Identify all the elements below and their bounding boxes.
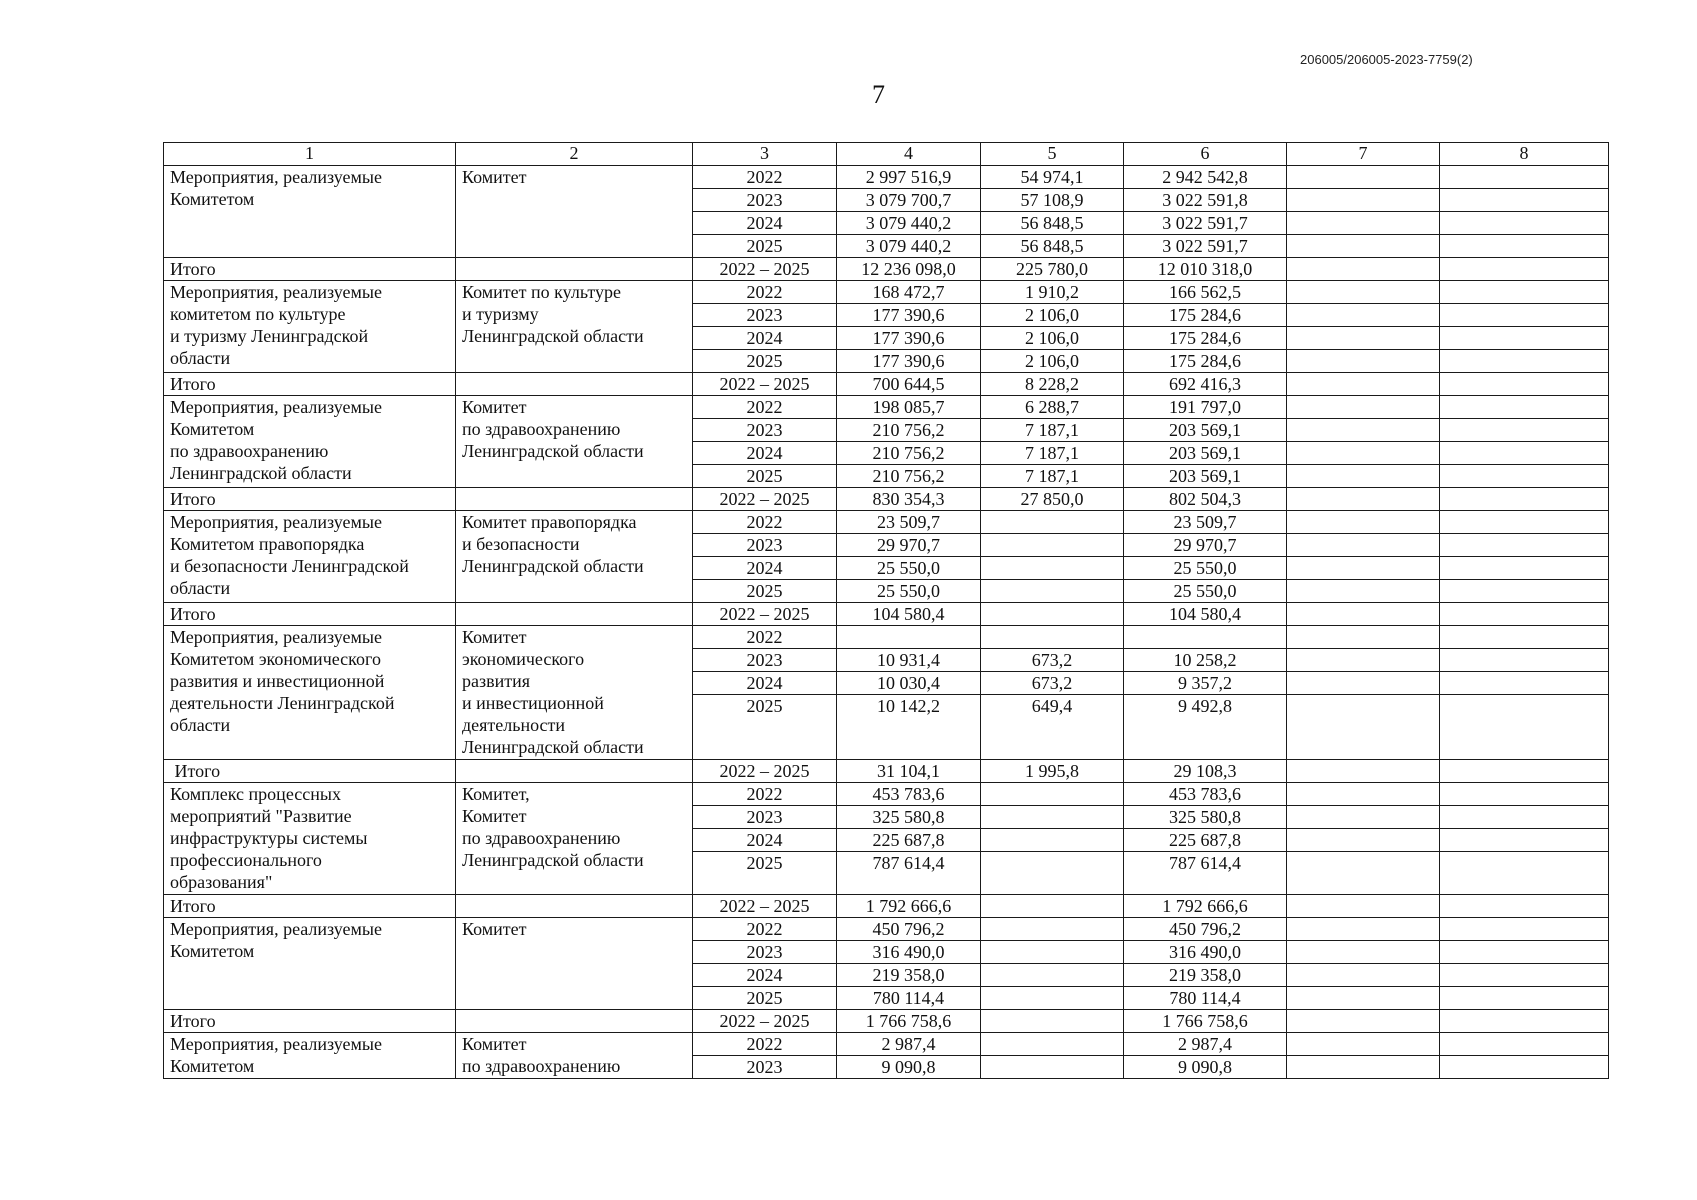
total-regional-cell: 802 504,3 <box>1124 488 1287 511</box>
total-years-cell: 2022 – 2025 <box>693 603 837 626</box>
total-row <box>164 895 1609 918</box>
total-row <box>164 760 1609 783</box>
col7-cell <box>1287 1056 1440 1079</box>
col7-cell <box>1287 1010 1440 1033</box>
col8-cell <box>1440 806 1609 829</box>
federal-amount-cell: 54 974,1 <box>981 166 1124 189</box>
col8-cell <box>1440 580 1609 603</box>
executor-cell <box>456 281 693 373</box>
total-amount-cell: 23 509,7 <box>837 511 981 534</box>
federal-amount-cell <box>981 806 1124 829</box>
total-amount-cell: 198 085,7 <box>837 396 981 419</box>
year-cell: 2022 <box>693 783 837 806</box>
total-amount-cell: 3 079 700,7 <box>837 189 981 212</box>
total-federal-cell: 225 780,0 <box>981 258 1124 281</box>
total-amount-cell: 10 931,4 <box>837 649 981 672</box>
federal-amount-cell: 56 848,5 <box>981 235 1124 258</box>
federal-amount-cell: 1 910,2 <box>981 281 1124 304</box>
col8-cell <box>1440 760 1609 783</box>
total-federal-cell: 1 995,8 <box>981 760 1124 783</box>
column-header: 7 <box>1287 143 1440 166</box>
col7-cell <box>1287 212 1440 235</box>
federal-amount-cell: 56 848,5 <box>981 212 1124 235</box>
col8-cell <box>1440 258 1609 281</box>
total-amount-cell: 787 614,4 <box>837 852 981 895</box>
col8-cell <box>1440 783 1609 806</box>
regional-amount-cell: 453 783,6 <box>1124 783 1287 806</box>
regional-amount-cell: 9 357,2 <box>1124 672 1287 695</box>
regional-amount-cell: 25 550,0 <box>1124 580 1287 603</box>
measure-name: Комплекс процессных мероприятий "Развитие инфраструктуры системы профессионального образования" <box>170 784 368 892</box>
year-cell: 2023 <box>693 806 837 829</box>
year-cell: 2025 <box>693 987 837 1010</box>
document-id: 206005/206005-2023-7759(2) <box>1300 52 1473 67</box>
col7-cell <box>1287 442 1440 465</box>
column-header: 5 <box>981 143 1124 166</box>
column-header: 1 <box>164 143 456 166</box>
federal-amount-cell: 649,4 <box>981 695 1124 760</box>
year-cell: 2025 <box>693 580 837 603</box>
total-federal-cell <box>981 1010 1124 1033</box>
col8-cell <box>1440 488 1609 511</box>
measure-name: Мероприятия, реализуемые Комитетом <box>170 1034 383 1076</box>
regional-amount-cell: 219 358,0 <box>1124 964 1287 987</box>
total-executor-cell <box>456 488 693 511</box>
table-row <box>164 918 1609 941</box>
total-amount-cell: 3 079 440,2 <box>837 212 981 235</box>
total-amount-cell: 3 079 440,2 <box>837 235 981 258</box>
federal-amount-cell <box>981 964 1124 987</box>
measure-name-cell <box>164 1033 456 1079</box>
federal-amount-cell: 2 106,0 <box>981 304 1124 327</box>
total-regional-cell: 29 108,3 <box>1124 760 1287 783</box>
regional-amount-cell: 175 284,6 <box>1124 304 1287 327</box>
total-label: Итого <box>164 895 456 918</box>
total-amount-cell: 177 390,6 <box>837 327 981 350</box>
year-cell: 2022 <box>693 1033 837 1056</box>
executor-cell <box>456 166 693 258</box>
federal-amount-cell: 7 187,1 <box>981 442 1124 465</box>
table-row <box>164 1033 1609 1056</box>
measure-name: Мероприятия, реализуемые комитетом по культуре и туризму Ленинградской области <box>170 282 383 368</box>
year-cell: 2022 <box>693 281 837 304</box>
col7-cell <box>1287 672 1440 695</box>
measure-name-cell <box>164 626 456 760</box>
regional-amount-cell: 175 284,6 <box>1124 350 1287 373</box>
table-row <box>164 281 1609 304</box>
col7-cell <box>1287 235 1440 258</box>
total-amount-cell <box>837 626 981 649</box>
federal-amount-cell: 7 187,1 <box>981 465 1124 488</box>
year-cell: 2022 <box>693 918 837 941</box>
federal-amount-cell <box>981 580 1124 603</box>
col7-cell <box>1287 603 1440 626</box>
col8-cell <box>1440 235 1609 258</box>
federal-amount-cell <box>981 557 1124 580</box>
total-amount-cell: 700 644,5 <box>837 373 981 396</box>
year-cell: 2022 <box>693 396 837 419</box>
page-number: 7 <box>872 80 885 109</box>
total-amount-cell: 31 104,1 <box>837 760 981 783</box>
total-federal-cell <box>981 603 1124 626</box>
column-header: 3 <box>693 143 837 166</box>
col7-cell <box>1287 964 1440 987</box>
col8-cell <box>1440 442 1609 465</box>
regional-amount-cell: 316 490,0 <box>1124 941 1287 964</box>
col8-cell <box>1440 350 1609 373</box>
col8-cell <box>1440 281 1609 304</box>
total-regional-cell: 12 010 318,0 <box>1124 258 1287 281</box>
col7-cell <box>1287 281 1440 304</box>
total-row <box>164 488 1609 511</box>
col7-cell <box>1287 557 1440 580</box>
executor-name: Комитет экономического развития и инвестиционной деятельности Ленинградской области <box>462 627 644 757</box>
regional-amount-cell: 166 562,5 <box>1124 281 1287 304</box>
federal-amount-cell <box>981 918 1124 941</box>
year-cell: 2023 <box>693 1056 837 1079</box>
federal-amount-cell <box>981 1033 1124 1056</box>
executor-name: Комитет правопорядка и безопасности Ленинградской области <box>462 512 644 576</box>
col7-cell <box>1287 580 1440 603</box>
executor-name: Комитет <box>462 167 527 187</box>
col8-cell <box>1440 465 1609 488</box>
col8-cell <box>1440 695 1609 760</box>
regional-amount-cell: 3 022 591,7 <box>1124 212 1287 235</box>
col8-cell <box>1440 987 1609 1010</box>
col7-cell <box>1287 396 1440 419</box>
measure-name: Мероприятия, реализуемые Комитетом экономического развития и инвестиционной деятельности Ленинградской области <box>170 627 395 735</box>
total-years-cell: 2022 – 2025 <box>693 895 837 918</box>
col8-cell <box>1440 511 1609 534</box>
federal-amount-cell <box>981 783 1124 806</box>
year-cell: 2025 <box>693 235 837 258</box>
table-row <box>164 511 1609 534</box>
col7-cell <box>1287 511 1440 534</box>
total-amount-cell: 29 970,7 <box>837 534 981 557</box>
total-row <box>164 603 1609 626</box>
regional-amount-cell: 3 022 591,8 <box>1124 189 1287 212</box>
regional-amount-cell <box>1124 626 1287 649</box>
year-cell: 2022 <box>693 626 837 649</box>
year-cell: 2024 <box>693 442 837 465</box>
col8-cell <box>1440 918 1609 941</box>
federal-amount-cell: 6 288,7 <box>981 396 1124 419</box>
total-amount-cell: 177 390,6 <box>837 304 981 327</box>
total-amount-cell: 219 358,0 <box>837 964 981 987</box>
total-years-cell: 2022 – 2025 <box>693 373 837 396</box>
year-cell: 2023 <box>693 189 837 212</box>
col7-cell <box>1287 987 1440 1010</box>
total-years-cell: 2022 – 2025 <box>693 1010 837 1033</box>
executor-cell <box>456 783 693 895</box>
col7-cell <box>1287 534 1440 557</box>
year-cell: 2023 <box>693 534 837 557</box>
total-amount-cell: 450 796,2 <box>837 918 981 941</box>
col7-cell <box>1287 465 1440 488</box>
col8-cell <box>1440 852 1609 895</box>
table-row <box>164 626 1609 649</box>
federal-amount-cell <box>981 987 1124 1010</box>
column-header: 6 <box>1124 143 1287 166</box>
year-cell: 2023 <box>693 649 837 672</box>
year-cell: 2024 <box>693 327 837 350</box>
year-cell: 2024 <box>693 557 837 580</box>
total-regional-cell: 692 416,3 <box>1124 373 1287 396</box>
executor-name: Комитет по здравоохранению <box>462 1034 621 1076</box>
executor-cell <box>456 918 693 1010</box>
col7-cell <box>1287 918 1440 941</box>
total-amount-cell: 25 550,0 <box>837 580 981 603</box>
total-years-cell: 2022 – 2025 <box>693 258 837 281</box>
regional-amount-cell: 10 258,2 <box>1124 649 1287 672</box>
col7-cell <box>1287 760 1440 783</box>
total-executor-cell <box>456 895 693 918</box>
year-cell: 2025 <box>693 350 837 373</box>
executor-cell <box>456 511 693 603</box>
col7-cell <box>1287 189 1440 212</box>
year-cell: 2024 <box>693 964 837 987</box>
col7-cell <box>1287 783 1440 806</box>
col8-cell <box>1440 603 1609 626</box>
federal-amount-cell: 2 106,0 <box>981 327 1124 350</box>
executor-cell <box>456 396 693 488</box>
year-cell: 2024 <box>693 212 837 235</box>
measure-name-cell <box>164 783 456 895</box>
regional-amount-cell: 780 114,4 <box>1124 987 1287 1010</box>
total-amount-cell: 10 142,2 <box>837 695 981 760</box>
total-regional-cell: 104 580,4 <box>1124 603 1287 626</box>
col8-cell <box>1440 557 1609 580</box>
col8-cell <box>1440 189 1609 212</box>
total-amount-cell: 9 090,8 <box>837 1056 981 1079</box>
col8-cell <box>1440 941 1609 964</box>
regional-amount-cell: 191 797,0 <box>1124 396 1287 419</box>
regional-amount-cell: 203 569,1 <box>1124 419 1287 442</box>
regional-amount-cell: 29 970,7 <box>1124 534 1287 557</box>
col7-cell <box>1287 895 1440 918</box>
measure-name: Мероприятия, реализуемые Комитетом правопорядка и безопасности Ленинградской области <box>170 512 409 598</box>
total-label: Итого <box>164 1010 456 1033</box>
col8-cell <box>1440 829 1609 852</box>
col7-cell <box>1287 1033 1440 1056</box>
col7-cell <box>1287 258 1440 281</box>
col7-cell <box>1287 350 1440 373</box>
federal-amount-cell <box>981 626 1124 649</box>
col8-cell <box>1440 212 1609 235</box>
col8-cell <box>1440 327 1609 350</box>
total-label: Итого <box>164 373 456 396</box>
total-amount-cell: 177 390,6 <box>837 350 981 373</box>
total-label: Итого <box>164 760 456 783</box>
federal-amount-cell: 7 187,1 <box>981 419 1124 442</box>
col8-cell <box>1440 166 1609 189</box>
year-cell: 2022 <box>693 166 837 189</box>
year-cell: 2023 <box>693 304 837 327</box>
total-amount-cell: 210 756,2 <box>837 442 981 465</box>
table-row <box>164 166 1609 189</box>
col8-cell <box>1440 649 1609 672</box>
federal-amount-cell: 673,2 <box>981 672 1124 695</box>
total-amount-cell: 210 756,2 <box>837 465 981 488</box>
total-amount-cell: 225 687,8 <box>837 829 981 852</box>
col7-cell <box>1287 373 1440 396</box>
year-cell: 2024 <box>693 829 837 852</box>
total-executor-cell <box>456 1010 693 1033</box>
total-row <box>164 1010 1609 1033</box>
year-cell: 2025 <box>693 465 837 488</box>
year-cell: 2025 <box>693 852 837 895</box>
federal-amount-cell: 57 108,9 <box>981 189 1124 212</box>
executor-name: Комитет по здравоохранению Ленинградской области <box>462 397 644 461</box>
col7-cell <box>1287 829 1440 852</box>
total-executor-cell <box>456 373 693 396</box>
total-amount-cell: 1 766 758,6 <box>837 1010 981 1033</box>
regional-amount-cell: 2 987,4 <box>1124 1033 1287 1056</box>
total-amount-cell: 168 472,7 <box>837 281 981 304</box>
year-cell: 2023 <box>693 941 837 964</box>
federal-amount-cell <box>981 534 1124 557</box>
total-row <box>164 258 1609 281</box>
budget-table <box>163 142 1609 1079</box>
total-regional-cell: 1 792 666,6 <box>1124 895 1287 918</box>
measure-name-cell <box>164 511 456 603</box>
col8-cell <box>1440 1056 1609 1079</box>
col7-cell <box>1287 852 1440 895</box>
col7-cell <box>1287 806 1440 829</box>
regional-amount-cell: 325 580,8 <box>1124 806 1287 829</box>
table-row <box>164 783 1609 806</box>
year-cell: 2022 <box>693 511 837 534</box>
total-executor-cell <box>456 760 693 783</box>
federal-amount-cell <box>981 1056 1124 1079</box>
measure-name-cell <box>164 281 456 373</box>
col8-cell <box>1440 419 1609 442</box>
col8-cell <box>1440 964 1609 987</box>
col8-cell <box>1440 396 1609 419</box>
col8-cell <box>1440 626 1609 649</box>
total-years-cell: 2022 – 2025 <box>693 488 837 511</box>
regional-amount-cell: 787 614,4 <box>1124 852 1287 895</box>
col7-cell <box>1287 649 1440 672</box>
total-federal-cell: 8 228,2 <box>981 373 1124 396</box>
col7-cell <box>1287 327 1440 350</box>
total-amount-cell: 780 114,4 <box>837 987 981 1010</box>
col8-cell <box>1440 1033 1609 1056</box>
column-header: 4 <box>837 143 981 166</box>
executor-name: Комитет <box>462 919 527 939</box>
measure-name-cell <box>164 918 456 1010</box>
regional-amount-cell: 9 090,8 <box>1124 1056 1287 1079</box>
total-regional-cell: 1 766 758,6 <box>1124 1010 1287 1033</box>
col8-cell <box>1440 373 1609 396</box>
regional-amount-cell: 225 687,8 <box>1124 829 1287 852</box>
executor-name: Комитет, Комитет по здравоохранению Ленинградской области <box>462 784 644 870</box>
total-label: Итого <box>164 603 456 626</box>
regional-amount-cell: 450 796,2 <box>1124 918 1287 941</box>
regional-amount-cell: 23 509,7 <box>1124 511 1287 534</box>
measure-name: Мероприятия, реализуемые Комитетом по здравоохранению Ленинградской области <box>170 397 383 483</box>
table-row <box>164 396 1609 419</box>
measure-name: Мероприятия, реализуемые Комитетом <box>170 919 383 961</box>
total-federal-cell <box>981 895 1124 918</box>
measure-name-cell <box>164 396 456 488</box>
federal-amount-cell <box>981 941 1124 964</box>
col8-cell <box>1440 1010 1609 1033</box>
federal-amount-cell <box>981 511 1124 534</box>
col8-cell <box>1440 895 1609 918</box>
regional-amount-cell: 25 550,0 <box>1124 557 1287 580</box>
total-amount-cell: 453 783,6 <box>837 783 981 806</box>
federal-amount-cell: 673,2 <box>981 649 1124 672</box>
col8-cell <box>1440 534 1609 557</box>
measure-name: Мероприятия, реализуемые Комитетом <box>170 167 383 209</box>
regional-amount-cell: 203 569,1 <box>1124 442 1287 465</box>
col8-cell <box>1440 304 1609 327</box>
year-cell: 2023 <box>693 419 837 442</box>
column-header: 8 <box>1440 143 1609 166</box>
regional-amount-cell: 3 022 591,7 <box>1124 235 1287 258</box>
col7-cell <box>1287 626 1440 649</box>
year-cell: 2024 <box>693 672 837 695</box>
total-amount-cell: 2 997 516,9 <box>837 166 981 189</box>
executor-cell <box>456 626 693 760</box>
total-row <box>164 373 1609 396</box>
executor-cell <box>456 1033 693 1079</box>
col7-cell <box>1287 166 1440 189</box>
federal-amount-cell <box>981 852 1124 895</box>
total-amount-cell: 10 030,4 <box>837 672 981 695</box>
col7-cell <box>1287 419 1440 442</box>
col7-cell <box>1287 304 1440 327</box>
total-executor-cell <box>456 603 693 626</box>
total-executor-cell <box>456 258 693 281</box>
col7-cell <box>1287 695 1440 760</box>
total-amount-cell: 104 580,4 <box>837 603 981 626</box>
total-amount-cell: 2 987,4 <box>837 1033 981 1056</box>
total-amount-cell: 1 792 666,6 <box>837 895 981 918</box>
col7-cell <box>1287 941 1440 964</box>
year-cell: 2025 <box>693 695 837 760</box>
regional-amount-cell: 2 942 542,8 <box>1124 166 1287 189</box>
total-label: Итого <box>164 488 456 511</box>
federal-amount-cell: 2 106,0 <box>981 350 1124 373</box>
total-federal-cell: 27 850,0 <box>981 488 1124 511</box>
executor-name: Комитет по культуре и туризму Ленинградской области <box>462 282 644 346</box>
total-amount-cell: 12 236 098,0 <box>837 258 981 281</box>
total-label: Итого <box>164 258 456 281</box>
column-header: 2 <box>456 143 693 166</box>
regional-amount-cell: 175 284,6 <box>1124 327 1287 350</box>
total-amount-cell: 25 550,0 <box>837 557 981 580</box>
total-amount-cell: 325 580,8 <box>837 806 981 829</box>
col7-cell <box>1287 488 1440 511</box>
total-amount-cell: 830 354,3 <box>837 488 981 511</box>
regional-amount-cell: 203 569,1 <box>1124 465 1287 488</box>
col8-cell <box>1440 672 1609 695</box>
total-amount-cell: 210 756,2 <box>837 419 981 442</box>
total-years-cell: 2022 – 2025 <box>693 760 837 783</box>
total-amount-cell: 316 490,0 <box>837 941 981 964</box>
table-header-row <box>164 143 1609 166</box>
regional-amount-cell: 9 492,8 <box>1124 695 1287 760</box>
federal-amount-cell <box>981 829 1124 852</box>
measure-name-cell <box>164 166 456 258</box>
